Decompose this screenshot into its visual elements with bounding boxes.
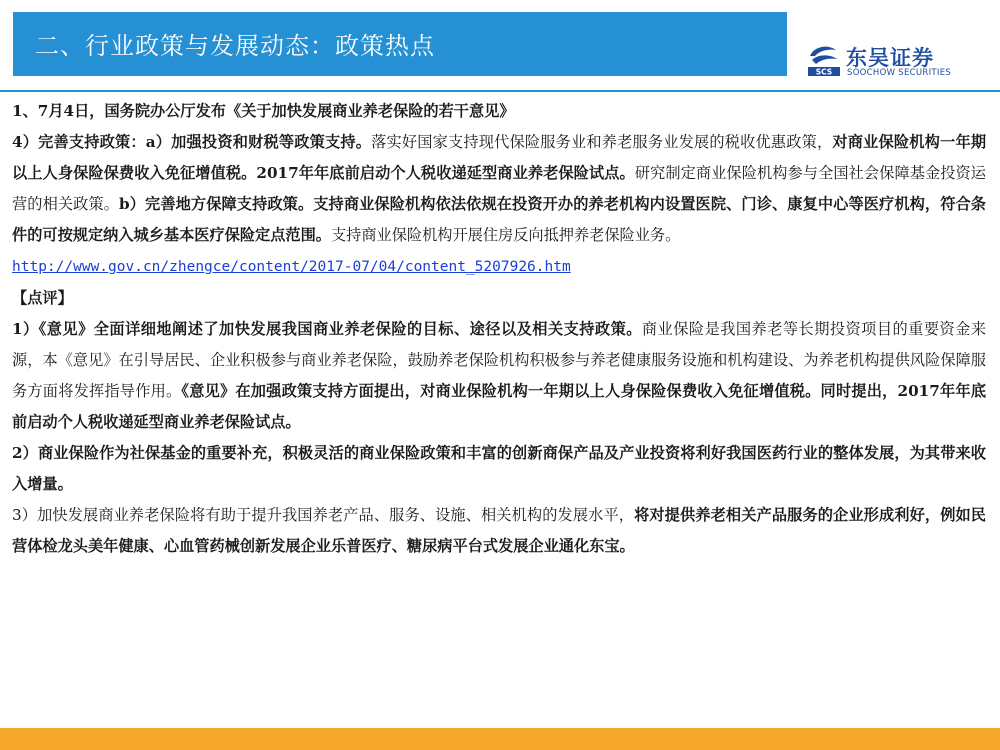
review-point-3 — [12, 500, 986, 562]
source-link-line — [12, 251, 986, 283]
review-2-text: 2）商业保险作为社保基金的重要补充，积极灵活的商业保险政策和丰富的创新商保产品及产业投资将利好我国医药行业的整体发展，为其带来收入增量。 — [12, 444, 986, 493]
review-3-s2: 将对提供养老相关产品服务的企业形成利好，例如民营体检龙头美年健康、心血管药械创新发展企业乐普医疗、糖尿病平台式发展企业通化东宝。 — [12, 506, 986, 555]
review-heading — [12, 283, 986, 314]
policy-s6: 支持商业保险机构开展住房反向抵押养老保险业务。 — [330, 226, 681, 244]
policy-heading — [12, 96, 986, 127]
review-1-s1: 1）《意见》全面详细地阐述了加快发展我国商业养老保险的目标、途径以及相关支持政策。 — [12, 320, 642, 338]
review-point-2 — [12, 438, 986, 500]
policy-s1: 4）完善支持政策：a）加强投资和财税等政策支持。 — [12, 133, 372, 151]
logo-english-name: SOOCHOW SECURITIES — [847, 68, 952, 78]
logo-mark-icon — [806, 42, 842, 78]
header-divider — [0, 90, 1000, 92]
policy-s3: 对商业保险机构一年期以上人身保险保费收入免征增值税。2017年年底前启动个人税收递延型商业养老保险试点。 — [12, 133, 987, 182]
document-body — [12, 96, 986, 562]
page-title: 二、行业政策与发展动态：政策热点 — [35, 32, 435, 60]
review-heading-text: 【点评】 — [12, 289, 73, 307]
company-logo — [806, 42, 986, 82]
review-3-s1: 3）加快发展商业养老保险将有助于提升我国养老产品、服务、设施、相关机构的发展水平， — [12, 506, 635, 524]
source-link[interactable]: http://www.gov.cn/zhengce/content/2017-07/04/content_5207926.htm — [12, 259, 571, 275]
logo-chinese-name: 东吴证券 — [846, 46, 934, 70]
policy-heading-text: 1、7月4日，国务院办公厅发布《关于加快发展商业养老保险的若干意见》 — [12, 102, 515, 120]
review-1-s2: 商业保险是我国养老等长期投资项目的重要资金来源，本《意见》在引导居民、企业积极参与商业养老保险，鼓励养老保险机构积极参与养老健康服务设施和机构建设、为养老机构提供风险保障服务方面将发挥指导作用。 — [12, 320, 987, 400]
footer-bar — [0, 728, 1000, 750]
policy-s5: b）完善地方保障支持政策。支持商业保险机构依法依规在投资开办的养老机构内设置医院、门诊、康复中心等医疗机构，符合条件的可按规定纳入城乡基本医疗保险定点范围。 — [12, 195, 986, 244]
policy-s4: 研究制定商业保险机构参与全国社会保障基金投资运营的相关政策。 — [12, 164, 986, 213]
review-point-1 — [12, 314, 986, 438]
header-bar — [13, 12, 787, 76]
policy-s2: 落实好国家支持现代保险服务业和养老服务业发展的税收优惠政策， — [371, 133, 833, 151]
logo-mark-text: SCS — [815, 67, 833, 77]
review-1-s3: 《意见》在加强政策支持方面提出，对商业保险机构一年期以上人身保险保费收入免征增值税。同时提出，2017年年底前启动个人税收递延型商业养老保险试点。 — [12, 382, 987, 431]
policy-paragraph — [12, 127, 986, 251]
